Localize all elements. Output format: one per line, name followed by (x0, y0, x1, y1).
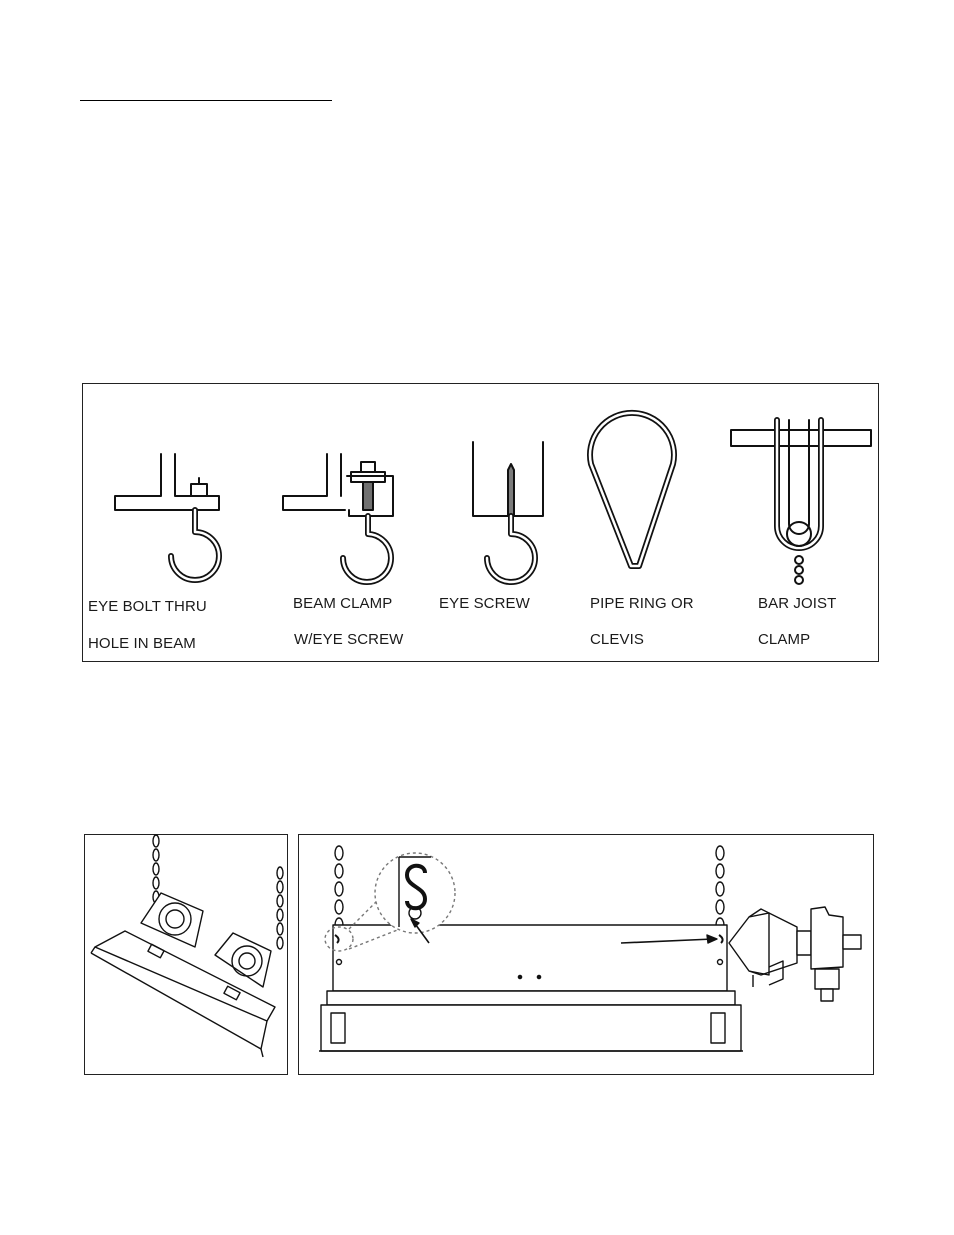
eye-bolt-icon (115, 454, 219, 580)
eye-bolt-label-1: EYE BOLT THRU (88, 598, 207, 615)
tilted-heater-figure (84, 834, 288, 1075)
heading-underline (80, 100, 332, 101)
eye-screw-icon (473, 442, 543, 582)
bar-joist-label-1: BAR JOIST (758, 595, 837, 612)
left-chain-icon (153, 835, 159, 903)
bar-joist-clamp-icon (731, 420, 871, 584)
eye-bolt-label-2: HOLE IN BEAM (88, 635, 196, 652)
pipe-ring-label-1: PIPE RING OR (590, 595, 694, 612)
burner-housing-2-icon (215, 933, 271, 987)
eye-screw-label: EYE SCREW (439, 595, 530, 612)
beam-clamp-label-2: W/EYE SCREW (294, 631, 404, 648)
hanging-hardware-figure (82, 383, 879, 662)
s-hook-heater-figure (298, 834, 874, 1075)
pipe-ring-label-2: CLEVIS (590, 631, 644, 648)
beam-clamp-label-1: BEAM CLAMP (293, 595, 393, 612)
right-chain-icon (716, 846, 724, 932)
bar-joist-label-2: CLAMP (758, 631, 811, 648)
burner-housing-1-icon (141, 893, 203, 947)
left-chain-icon (335, 846, 343, 932)
pipe-ring-icon (590, 413, 674, 566)
s-hook-heater-drawing (299, 835, 875, 1076)
hanging-hardware-drawing (83, 384, 880, 663)
gas-valve-assembly-icon (729, 907, 861, 1001)
tilted-heater-drawing (85, 835, 289, 1076)
right-chain-icon (277, 867, 283, 949)
heater-body (333, 925, 727, 991)
beam-clamp-icon (283, 454, 393, 582)
reflector (321, 1005, 741, 1051)
